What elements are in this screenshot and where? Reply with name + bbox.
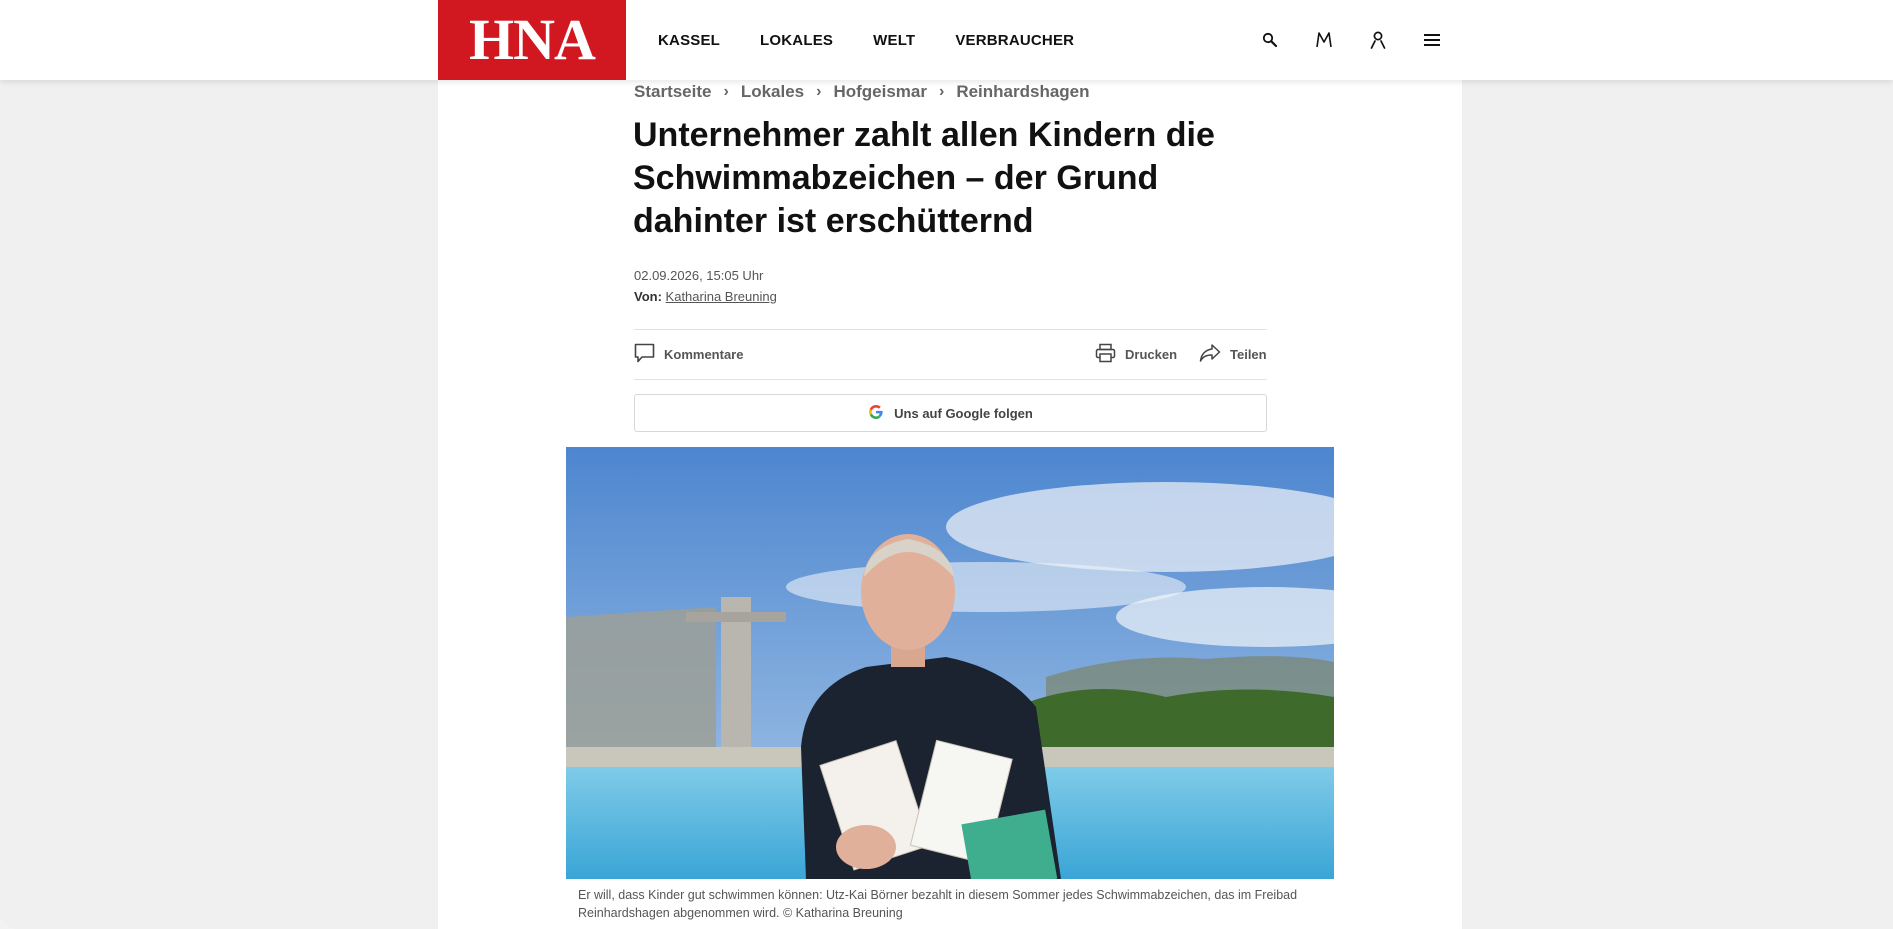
merkliste-icon[interactable] <box>1312 28 1336 52</box>
site-header <box>0 0 1893 80</box>
image-caption: Er will, dass Kinder gut schwimmen können: Utz-Kai Börner bezahlt in diesem Sommer jedes Schwimmabzeichen, das im Freibad Reinhardshagen abgenommen wird. © Katharina Breuning <box>578 888 1298 920</box>
page-background-left <box>0 0 438 929</box>
article-hero-image[interactable] <box>566 447 1334 879</box>
google-follow-button[interactable] <box>634 394 1267 432</box>
google-icon <box>868 404 884 423</box>
breadcrumb-item-reinhardshagen[interactable]: Reinhardshagen <box>956 82 1090 101</box>
google-follow-label: Uns auf Google folgen <box>894 405 1033 421</box>
share-button[interactable] <box>1199 330 1267 379</box>
divider <box>634 379 1267 380</box>
comments-button[interactable] <box>634 330 743 379</box>
article-author <box>634 289 777 304</box>
print-button[interactable] <box>1095 330 1177 379</box>
search-icon[interactable] <box>1258 28 1282 52</box>
print-icon <box>1095 343 1116 366</box>
share-label: Teilen <box>1230 347 1267 362</box>
breadcrumb-item-lokales[interactable]: Lokales <box>740 82 805 101</box>
main-nav <box>658 0 1074 80</box>
comments-label: Kommentare <box>664 347 744 362</box>
hero-photo <box>566 447 1334 879</box>
site-logo[interactable] <box>438 0 626 80</box>
breadcrumb-item-hofgeismar[interactable]: Hofgeismar <box>833 82 927 101</box>
article-action-bar <box>634 330 1267 379</box>
menu-icon[interactable] <box>1420 28 1444 52</box>
article-date: 02.09.2026, 15:05 Uhr <box>634 268 764 283</box>
header-icons <box>1258 0 1444 80</box>
breadcrumb <box>634 80 1090 104</box>
chevron-right-icon: › <box>723 83 729 100</box>
chevron-right-icon: › <box>816 83 822 100</box>
page-background-right <box>1462 0 1893 929</box>
user-icon[interactable] <box>1366 28 1390 52</box>
logo-text: HNA <box>469 7 595 72</box>
nav-item-lokales[interactable]: LOKALES <box>760 31 834 49</box>
comment-icon <box>634 343 655 366</box>
chevron-right-icon: › <box>938 83 945 100</box>
share-icon <box>1199 343 1221 366</box>
nav-item-verbraucher[interactable]: VERBRAUCHER <box>955 31 1075 49</box>
print-label: Drucken <box>1125 347 1178 362</box>
author-link[interactable]: Katharina Breuning <box>665 289 777 304</box>
breadcrumb-item-startseite[interactable]: Startseite <box>634 82 712 101</box>
nav-item-kassel[interactable]: KASSEL <box>658 31 721 49</box>
nav-item-welt[interactable]: WELT <box>873 31 916 49</box>
article-headline: Unternehmer zahlt allen Kindern die Schwimmabzeichen – der Grund dahinter ist erschütternd <box>633 116 1215 240</box>
author-prefix: Von: <box>634 289 662 304</box>
